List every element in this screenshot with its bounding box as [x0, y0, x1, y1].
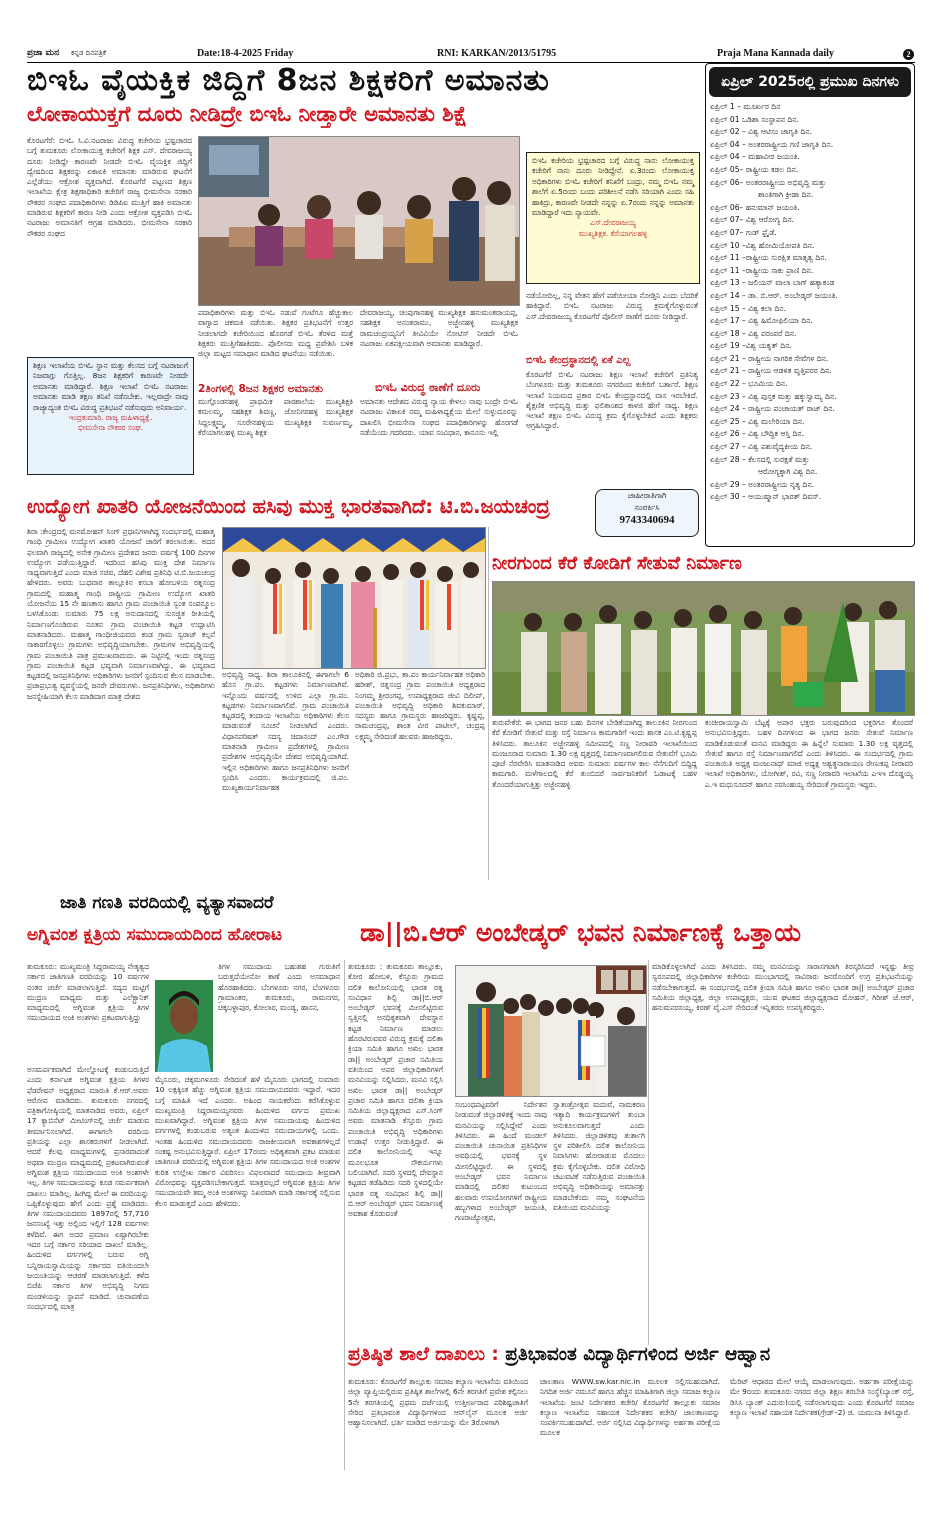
story2-photo-inauguration: [222, 527, 486, 669]
story5-photo-memorandum: [455, 965, 647, 1097]
portrait-photo: [155, 980, 213, 1072]
story4-column-1b: ಅಸಮರ್ಪಕವಾಗಿದೆ ಮೇಲ್ನೋಟಕ್ಕೆ ಕಂಡುಬರುತ್ತಿದೆ ಎಂದು ಕರ್ನಾಟಕ ಅಗ್ನಿವಂಶ ಕ್ಷತ್ರಿಯ ತಿಗಳರ ಫೆಡರೇಷನ್ ಅಧ್ಯಕ್ಷರಾದ ಮಾರುತಿ ಕೆ.ಆರ್.ಅವರು ಆರೋಪ ಮಾಡಿದರು. ತುಮಕೂರು ನಗರದಲ್ಲಿ ಪತ್ರಿಕಾಗೋಷ್ಠಿಯಲ್ಲಿ ಮಾತನಾಡಿದ ಅವರು, ಏಪ್ರಿಲ್ 17 ಕ್ಯಾಬಿನೆಟ್ ಮೀಟಿಂಗ್‌ನಲ್ಲಿ ಚರ್ಚೆ ಮಾಡುವ ತೀರ್ಮಾನಿಸಲಾಗಿದೆ. ಈಗಾಗಲೇ ವರದಿಯ ಪ್ರತಿಯನ್ನು ಎಲ್ಲಾ ಶಾಸಕರುಗಳಿಗೆ ನೀಡಲಾಗಿದೆ. ಆದರೆ ಕೆಲವು ಮಾಧ್ಯಮಗಳಲ್ಲಿ ಪ್ರಸಾರವಾದಂತೆ ಅಥವಾ ಮುದ್ರಣ ಮಾಧ್ಯಮದಲ್ಲಿ ಪ್ರಕಟವಾಗಿರುವಂತೆ ಅಗ್ನಿವಂಶ ಕ್ಷತ್ರಿಯ ಸಮುದಾಯದ ಅಂಕಿ ಅಂಶಗಳೇ ಇಲ್ಲ. ತಿಗಳ ಸಮುದಾಯವನ್ನು ಕೂಡ ಸಮರ್ಪಕವಾಗಿ ದಾಖಲು ಮಾಡಿಲ್ಲ. ಹೀಗಿದ್ದ ಮೇಲೆ ಈ ವರದಿಯನ್ನು ಒಪ್ಪಿಕೊಳ್ಳುವುದು ಹೇಗೆ ಎಂದು ಪ್ರಶ್ನೆ ಮಾಡಿದರು. ತಿಗಳ ಸಮುದಾಯದವರು 1897ರಲ್ಲಿ 57,710 ಜನಸಂಖ್ಯೆ ಇತ್ತು ಅಲ್ಲಿಂದ ಇಲ್ಲಿಗೆ 128 ವರ್ಷಗಳು ಕಳೆದಿವೆ. ಈಗ ಅದರ ಪ್ರಮಾಣ ಏಷ್ಟಾಗಿರಬೇಕು ಇದರ ಬಗ್ಗೆ ಸರ್ಕಾರ ಸರಿಯಾದ ದಾಖಲೆ ಮಾಡಿಲ್ಲ. ಹಿಂದುಳಿದ ವರ್ಗಗಳಲ್ಲಿ ಬರುವ ಅಗ್ನಿ ಬನ್ನಿರಾಯಸ್ವಾಮಿಯನ್ನು ಸರ್ಕಾರದ ವತಿಯಿಂದಲೇ ಜಯಂತಿಯನ್ನು ಆಚರಣೆ ಮಾಡಲಾಗುತ್ತಿದೆ. ಕಳೆದ ಬಿಜೆಪಿ ಸರ್ಕಾರ ತಿಗಳ ಅಭಿವೃದ್ಧಿ ನಿಗಮ ಮಂಡಳಿಯನ್ನು ಸ್ಥಾಪನೆ ಮಾಡಿದೆ. ಚುನಾವಣೆಯ ಸಂದರ್ಭದಲ್ಲಿ ಮಾತ್ರ: [27, 1065, 149, 1311]
important-day-item: ಏಪ್ರಿಲ್ 23 – ವಿಶ್ವ ಪುಸ್ತಕ ಮತ್ತು ಹಕ್ಕುಸ್ವಾಮ್ಯ ದಿನ.: [710, 391, 837, 401]
story1-column-4: ನಡೆಯೋದಿಲ್ಲ, ನಿನ್ನ ವೇತನ ಹೇಗೆ ಪಡೆಯೀಯಾ ನೋಡ್ತಿನಿ ಎಂದು ಬೆದರಿಕೆ ಹಾಕಿದ್ದಾರೆ. ಬಿಇಓ ನಟರಾಜು ವಿರುದ್ಧ ಕ್ರಮಕೈಗೊಳ್ಳುವಂತೆ ಎಸ್.ದೇವರಾಜಯ್ಯ ಕೊರಟಗೆರೆ ಪೊಲೀಸ್ ಠಾಣೆಗೆ ದೂರು ನೀಡಿದ್ದಾರೆ.: [526, 291, 698, 321]
important-day-item: ಏಪ್ರಿಲ್ 04 – ಅಂತರರಾಷ್ಟ್ರೀಯ ಗಣಿ ಜಾಗೃತಿ ದಿನ.: [710, 139, 834, 149]
story6-headline-black: ಪ್ರತಿಭಾವಂತ ವಿದ್ಯಾರ್ಥಿಗಳಿಂದ ಅರ್ಜಿ ಆಹ್ವಾನ: [505, 1344, 771, 1365]
story5-headline: ಡಾ||ಬಿ.ಆರ್ ಅಂಬೇಡ್ಕರ್ ಭವನ ನಿರ್ಮಾಣಕ್ಕೆ ಒತ್ತಾಯ: [360, 918, 801, 947]
important-day-item: ಏಪ್ರಿಲ್ 02 – ವಿಶ್ವ ಆಟಿಸಂ ಜಾಗೃತಿ ದಿನ.: [710, 127, 813, 137]
important-day-item: ಏಪ್ರಿಲ್ 19 –ವಿಶ್ವ ಯಕೃತ್ ದಿನ.: [710, 341, 792, 351]
important-day-item: ಏಪ್ರಿಲ್ 1 – ಮೂರ್ಖರ ದಿನ: [710, 102, 781, 111]
story1-column-2-subhead: 2ತಿಂಗಳಲ್ಲಿ 8ಜನ ಶಿಕ್ಷಕರ ಅಮಾನತು: [198, 383, 324, 395]
story1-photo-office-meeting: [198, 136, 520, 306]
story1-column-3b: ಅಮಾನತು ಆದೇಶದ ವಿರುದ್ಧ ನ್ಯಾಯ ಕೇಳಲು ನಾವು ಬಂದ್ರೇ ಬಿಇಓ ನಟರಾಜು ವಿಕಾಏಕಿ ನಮ್ಮ ಮಹಿಳಾಧ್ಯಕ್ಷೆಯ ಮೇಲೆ ಸುಳ್ಳುದೂರನ್ನು ದಾಖಲಿಸಿ ಭೀಮಸೇನಾ ಸಂಘದ ಪದಾಧಿಕಾರಿಗಳನ್ನು ಹೊರಗಡೆ ನಡೆಯೆಂದು ಗದರಿದರು. ಯಾವ ಸಂವಿಧಾನ, ಕಾನೂನು ಇಲ್ಲಿ: [360, 397, 518, 437]
important-day-item: ಏಪ್ರಿಲ್ 17 – ವಿಶ್ವ ಹಿಮೋಫಿಲಿಯಾ ದಿನ.: [710, 316, 813, 326]
story1-column-2: ಪದಾಧಿಕಾರಿಗಳು ಮತ್ತು ಬಿಇಓ ನಡುವೆ ಗಂಟೆಗೂ ಹೆಚ್ಚುಕಾಲ ವಾಗ್ವಾದ ಚಕಮಕಿ ನಡೆಯಿತು. ಶಿಕ್ಷಕರ ಪ್ರತಿಭಟನೆಗೆ ಉತ್ತರ ನೀಡಲಾಗದೇ ಕಚೇರಿಯಿಂದ ಹೊರಗಡೆ ಬಿಇಓ ತೆರಳಿದ ಮತ್ತೆ ಶಿಕ್ಷಕರು ಮುತ್ತಿಗೆಹಾಕಿದರು. ಪೊಲೀಸರು ಮಧ್ಯ ಪ್ರವೇಶಿಸಿ ಬಳಿಕ ಜಿಲ್ಲಾ ಮಟ್ಟದ ಸಮಾಧಾನ ಮಾಡಿದ ಘಟನೆಯು ನಡೆಯಿತು.: [198, 308, 353, 359]
sidebar-title: ಏಪ್ರಿಲ್ 2025ರಲ್ಲಿ ಪ್ರಮುಖ ದಿನಗಳು: [709, 67, 911, 97]
column-divider: [488, 527, 489, 880]
paper-name: Praja Mana Kannada daily: [717, 48, 834, 59]
story1-column-2b: ಮುಗ್ಗೊಂಡನಹಳ್ಳಿ ಪ್ರಾಥಮಿಕ ಪಾಠಶಾಲೆಯ ಮುಖ್ಯಶಿಕ್ಷಕಿ ಕಮಲಮ್ಮ, ಸಹಶಿಕ್ಷಕ ಶಿವಣ್ಣ, ಜೋನಿಗರಹಳ್ಳಿ ಮುಖ್ಯಶಿಕ್ಷಕ ಸಿದ್ದಲಕ್ಷ್ಮಮ್ಮ, ಸೂರೇನಹಳ್ಳಿಯ ಮುಖ್ಯಶಿಕ್ಷಕಿ ಸುವರ್ಣಮ್ಮ, ಕೆರೆಯಾಗಲಹಳ್ಳಿ ಮುಖ್ಯ ಶಿಕ್ಷಕ: [198, 397, 353, 437]
memorandum-photo: [456, 966, 646, 1096]
quote-signature-name: ಎಸ್.ದೇವರಾಜಯ್ಯ: [590, 218, 636, 228]
important-day-item: ಏಪ್ರಿಲ್ 27 – ವಿಶ್ವ ಪಶುವೈದ್ಯಕೀಯ ದಿನ.: [710, 442, 813, 452]
story4-column-2a: ತಿಗಳ ಸಮುದಾಯ ಬಹುಶಹ ಗುರುತಿಗೆ ಬರುತ್ತದೆಯೇನೋ ಕಾಣೆ ಎಂದು ಅಸಮಾಧಾನ ಹೊರಹಾಕಿದರು. ಬೆಂಗಳೂರು ನಗರ, ಬೆಂಗಳೂರು ಗ್ರಾಮಾಂತರ, ತುಮಕೂರು, ರಾಮನಗರ, ಚಿಕ್ಕಬಳ್ಳಾಪುರ, ಕೋಲಾರ, ಮಂಡ್ಯ, ಹಾಸನ,: [218, 962, 340, 1013]
important-day-item: ಏಪ್ರಿಲ್ 21 – ರಾಷ್ಟ್ರೀಯ ನಾಗರಿಕ ಸೇವೆಗಳ ದಿನ.: [710, 353, 829, 363]
important-days-sidebar: [705, 63, 915, 547]
important-day-item: ಏಪ್ರಿಲ್ 14 – ಡಾ. ಬಿ.ಆರ್. ಅಂಬೇಡ್ಕರ್ ಜಯಂತಿ.: [710, 290, 838, 300]
page-header: [27, 48, 915, 63]
story1-quote-box-teacher: [526, 152, 700, 284]
story6-column-2: ಜಾಲತಾಣ WWW.sw.kar.nic.in ಮೂಲಕ ಸಲ್ಲಿಸಬಹುದಾಗಿದೆ. ನಿಗದಿತ ಅರ್ಜಿ ನಮೂನೆ ಹಾಗೂ ಹೆಚ್ಚಿನ ಮಾಹಿತಿಗಾಗಿ ಜಿಲ್ಲಾ ಸಮಾಜ ಕಲ್ಯಾಣ ಇಲಾಖೆಯ ಜಂಟಿ ನಿರ್ದೇಶಕರ ಕಚೇರಿ/ ಕೊರಟಗೆರೆ ತಾಲ್ಲೂಕು ಸಮಾಜ ಕಲ್ಯಾಣ ಇಲಾಖೆಯ ಸಹಾಯಕ ನಿರ್ದೇಶಕರ ಕಚೇರಿ/ ಜಾಲತಾಣವನ್ನು ಸಂಪರ್ಕಿಸಬಹುದಾಗಿದೆ. ಅರ್ಜಿ ಸಲ್ಲಿಸಿದ ವಿದ್ಯಾರ್ಥಿಗಳನ್ನು ಅರ್ಹತಾ ಪರೀಕ್ಷೆಯ ಮೂಲಕ: [540, 1377, 720, 1438]
masthead: ಪ್ರಜಾ ಮನ: [27, 48, 60, 58]
story4-column-1a: ತುಮಕೂರು: ಮುಖ್ಯಮಂತ್ರಿ ಸಿದ್ದರಾಮಯ್ಯ ನೇತೃತ್ವದ ಸರ್ಕಾರ ಜಾತಿಗಣತಿ ವರದಿಯನ್ನು 10 ವರ್ಷಗಳ ನಂತರ ಚರ್ಚೆ ಮಾಡಲಾಗುತ್ತಿದೆ. ಸದ್ಯದ ಮಟ್ಟಿಗೆ ಮುದ್ರಣ ಮಾಧ್ಯಮ ಮತ್ತು ಎಲೆಕ್ಟ್ರಾನಿಕ್ ಮಾಧ್ಯಮದಲ್ಲಿ ಅಗ್ನಿವಂಶ ಕ್ಷತ್ರಿಯ ತಿಗಳ ಸಮುದಾಯದ ಅಂಕಿ ಅಂಶಗಳು ಪ್ರಕಟವಾಗುತ್ತಿದ್ದು: [27, 962, 149, 1023]
story1-column-3-subhead: ಬಿಇಓ ವಿರುದ್ಧ ಠಾಣೆಗೆ ದೂರು: [375, 381, 481, 394]
quote-text: ಬಿಇಓ ಕಚೇರಿಯ ಭ್ರಷ್ಟಚಾರದ ಬಗ್ಗೆ ವಿರುದ್ಧ ನಾನು ಲೋಕಾಯುಕ್ತ ಕಚೇರಿಗೆ ನಾನು ದೂರು ನೀಡಿದ್ದೇನೆ. ಏ.3ರಂದು ಲೋಕಾಯುಕ್ತ ಅಧಿಕಾರಿಗಳು ಬಿಇಓ ಕಚೇರಿಗೆ ತನಿಖೆಗೆ ಬಂದ್ರು, ನಮ್ಮ ಬಿಇಓ ನಮ್ಮ ಶಾಲೆಗೆ ಏ.5ರಂದು ಬಂದು ಪರಿಶೀಲನೆ ನಡೆಸಿ ಸರಿಯಾಗಿ ಎಂದು ಸಹಿ ಹಾಕಿದ್ರು, ಕಾರಣವೇ ನೀಡದೇ ನನ್ನನ್ನು ಏ.7ರಂದು ನನ್ನನ್ನು ಅಮಾನತು ಮಾಡಿದ್ದಾರೆ ಇದು ನ್ಯಾಯವೇ.: [532, 156, 694, 218]
important-day-item: ಏಪ್ರಿಲ್ 11 –ರಾಷ್ಟ್ರೀಯ ಸುರಕ್ಷಿತ ಮಾತೃತ್ವ ದಿನ.: [710, 253, 827, 263]
important-day-item: ಏಪ್ರಿಲ್ 05– ರಾಷ್ಟ್ರೀಯ ಕಡಲ ದಿನ.: [710, 164, 799, 174]
important-day-item: ಏಪ್ರಿಲ್ 28 – ಕೆಲಸದಲ್ಲಿ ಸುರಕ್ಷತೆ ಮತ್ತು: [710, 454, 810, 464]
important-day-item: ಶಾಂತಿಗಾಗಿ ಕ್ರೀಡಾ ದಿನ.: [758, 190, 814, 200]
story6-column-3: ಮೆರಿಟ್ ಆಧಾರದ ಮೇಲೆ ಆಯ್ಕೆ ಮಾಡಲಾಗುವುದು. ಅರ್ಹತಾ ಪರೀಕ್ಷೆಯನ್ನು ಮೇ 9ರಂದು ತುಮಕೂರು ನಗರದ ಜಿಲ್ಲಾ ಶಿಕ್ಷಣ ತರಬೇತಿ ಸಂಸ್ಥೆ(ಬ್ಯಾಂಕ್ ರಸ್ತೆ, ಡಿಸಿಸಿ ಬ್ಯಾಂಕ್ ಎದುರು)ಯಲ್ಲಿ ನಡೆಸಲಾಗುವುದು ಎಂದು ಕೊರಟಗೆರೆ ಸಮಾಜ ಕಲ್ಯಾಣ ಇಲಾಖೆ ಸಹಾಯಕ ನಿರ್ದೇಶಕ(ಗ್ರೇಡ್–2) ಜಿ. ಯಮುನಾ ತಿಳಿಸಿದ್ದಾರೆ.: [730, 1377, 914, 1417]
column-divider: [648, 960, 649, 1345]
important-days-list: [706, 100, 914, 505]
story1-column-3: ದೇವರಾಜಯ್ಯ, ಚಿಂಪುಗಾನಹಳ್ಳಿ ಮುಖ್ಯಶಿಕ್ಷಕ ಹನುಮಂತರಾಯಪ್ಪ, ಸಹಶಿಕ್ಷಕ ಅನಂತರಾಮು, ಅಜ್ಜೇನಹಳ್ಳಿ ಮುಖ್ಯಶಿಕ್ಷಕ ರಾಮಚಂದ್ರಯ್ಯನಿಗೆ ತೀವಿವಿಯೇ ನೋಟಿಸ್ ನೀಡದೇ ಬಿಇಓ ನಟರಾಜು ಏಕಪಕ್ಷೀಯವಾಗಿ ಅಮಾನತು ಮಾಡಿದ್ದಾರೆ.: [360, 308, 518, 348]
story6-headline: [348, 1344, 770, 1365]
important-day-item: ಏಪ್ರಿಲ್ 04 – ಮಹಾವೀರ ಜಯಂತಿ.: [710, 152, 800, 162]
story6-column-1: ತುಮಕೂರು: ಕೊರಟಗೆರೆ ತಾಲ್ಲೂಕು ಸಮಾಜ ಕಲ್ಯಾಣ ಇಲಾಖೆಯ ವತಿಯಿಂದ ಜಿಲ್ಲಾ ವ್ಯಾಪ್ತಿಯಲ್ಲಿರುವ ಪ್ರತಿಷ್ಠಿತ ಶಾಲೆಗಳಲ್ಲಿ 6ನೇ ತರಗತಿಗೆ ಪ್ರವೇಶ ಕಲ್ಪಿಸಲು 5ನೇ ತರಗತಿಯಲ್ಲಿ ಪ್ರಥಮ ದರ್ಜೆಯಲ್ಲಿ ಉತ್ತೀರ್ಣರಾದ ಪರಿಶಿಷ್ಟಜಾತಿಗೆ ಸೇರಿದ ಪ್ರತಿಭಾವಂತ ವಿದ್ಯಾರ್ಥಿಗಳಿಂದ ಆನ್‌ಲೈನ್ ಮೂಲಕ ಅರ್ಜಿ ಆಹ್ವಾನಿಸಲಾಗಿದೆ. ಭರ್ತಿ ಮಾಡಿದ ಅರ್ಜಿಯನ್ನು ಮೇ 3ರೊಳಗಾಗಿ: [348, 1377, 528, 1428]
story4-column-2b: ಮೈಸೂರು, ಚಿಕ್ಕಮಗಳೂರು ಸೇರಿದಂತೆ ಹಳೆ ಮೈಸೂರು ಭಾಗದಲ್ಲಿ ಸುಮಾರು 10 ಲಕ್ಷಕ್ಕಿಂತ ಹೆಚ್ಚು ಅಗ್ನಿವಂಶ ಕ್ಷತ್ರಿಯ ಸಮುದಾಯದವರು ಇದ್ದಾರೆ. ಇದರ ಬಗ್ಗೆ ಮಾಹಿತಿ ಇದೆ ಎಂದರು. ಅಹಿಂದ ನಾಯಕರೆಂದು ಕರೆಸಿಕೊಳ್ಳುವ ಮುಖ್ಯಮಂತ್ರಿ ಸಿದ್ದರಾಮಯ್ಯನವರು ಹಿಂದುಳಿದ ವರ್ಗದ ಪ್ರಮುಖ ಮುಖವಾಗಿದ್ದಾರೆ. ಅಗ್ನಿವಂಶ ಕ್ಷತ್ರಿಯ ತಿಗಳ ಸಮುದಾಯವು ಹಿಂದುಳಿದ ವರ್ಗಗಳಲ್ಲಿ ಕಂಡುಬರುವ ಅತ್ಯಂತ ಹಿಂದುಳಿದ ಸಮುದಾಯಗಳಲ್ಲಿ ಒಂದು. ಇಂತಹ ಹಿಂದುಳಿದ ಸಮುದಾಯದವರು ರಾಜಕೀಯವಾಗಿ ಅವಕಾಶಗಳಿಲ್ಲದೆ ಸಂಕಷ್ಟ ಅನುಭವಿಸುತ್ತಿದ್ದಾರೆ. ಏಪ್ರಿಲ್ 17ರಂದು ಅಧಿಕೃತವಾಗಿ ಪ್ರಕಟ ಮಾಡುವ ಜಾತಿಗಣತಿ ವರದಿಯಲ್ಲಿ ಅಗ್ನಿವಂಶ ಕ್ಷತ್ರಿಯ ತಿಗಳ ಸಮುದಾಯದ ಅಂಕಿ ಅಂಶಗಳ ಕುರಿತ ಉಲ್ಲೇಖ ಸರ್ಕಾರ ವಿವರಿಸಲು ವಿಫಲವಾದರೆ ಸಮುದಾಯ ತೀವ್ರವಾಗಿ ವಿರೋಧವನ್ನು ವ್ಯಕ್ತಪಡಿಸಬೇಕಾಗುತ್ತದೆ. ಮಾತ್ರವಲ್ಲದೆ ಅಗ್ನಿವಂಶ ಕ್ಷತ್ರಿಯ ತಿಗಳ ಸಮುದಾಯವೇ ತಮ್ಮ ಅಂಕಿ ಅಂಶಗಳನ್ನು ನಿಖರವಾಗಿ ಮಾಡಿ ಸರ್ಕಾರಕ್ಕೆ ಸಲ್ಲಿಸುವ ಕೆಲಸ ಮಾಡುತ್ತದೆ ಎಂದು ಹೇಳಿದರು.: [155, 1075, 340, 1208]
important-day-item: ಏಪ್ರಿಲ್ 18 – ವಿಶ್ವ ಪರಂಪರೆ ದಿನ.: [710, 328, 797, 338]
bridge-groundbreaking-photo: [493, 582, 914, 715]
quote-signature-name: ಇಂದ್ರಕುಮಾರಿ. ರಾಜ್ಯ ಮಹಿಳಾಧ್ಯಕ್ಷೆ.: [68, 413, 153, 423]
story1-headline: ಬಿಇಓ ವೈಯಕ್ತಿಕ ಜಿದ್ದಿಗೆ 8ಜನ ಶಿಕ್ಷಕರಿಗೆ ಅಮಾನತು: [27, 63, 550, 98]
story2-column-3: ಅಧಿಕಾರಿ ಜಿ.ಪ್ರಭು, ತಾ.ಪಂ ಕಾರ್ಯನಿರ್ವಾಹಕ ಅಧಿಕಾರಿ ಹರೀಶ್, ರತ್ನಸಂದ್ರ ಗ್ರಾಮ ಪಂಚಾಯಿತಿ ಅಧ್ಯಕ್ಷರಾದ ನಿಂಗಮ್ಮ ಶ್ರೀರಂಗಪ್ಪ, ಉಪಾಧ್ಯಕ್ಷರಾದ ಜೀವಿ ದಿಲೀಪ್, ಪಂಚಾಯಿತಿ ಅಭಿವೃದ್ಧಿ ಅಧಿಕಾರಿ ಶಿವಕುಮಾರ್, ಸದಸ್ಯರು ಹಾಗೂ ಗ್ರಾಮಸ್ಥರು ಹಾಜರಿದ್ದರು. ಕೃಷ್ಣಪ್ಪ, ರಾಮಚಂದ್ರಪ್ಪ, ಶಾಂತ ವೀರ ಪಾಟೀಲ್, ಚಂದ್ರಪ್ಪ ಲಕ್ಷ್ಮಮ್ಮ ಸೇರಿದಂತೆ ಹಲವರು ಹಾಜರಿದ್ದರು.: [355, 670, 485, 741]
story2-headline: ಉದ್ಯೋಗ ಖಾತರಿ ಯೋಜನೆಯಿಂದ ಹಸಿವು ಮುಕ್ತ ಭಾರತವಾಗಿದೆ: ಟಿ.ಬಿ.ಜಯಚಂದ್ರ: [27, 495, 550, 518]
important-day-item: ಏಪ್ರಿಲ್ 06– ಅಂತರರಾಷ್ಟ್ರೀಯ ಅಭಿವೃದ್ಧಿ ಮತ್ತು: [710, 177, 827, 187]
important-day-item: ಏಪ್ರಿಲ್ 26 – ವಿಶ್ವ ಬೌದ್ಧಿಕ ಆಸ್ತಿ ದಿನ.: [710, 429, 805, 439]
advertisement-contact-box: [595, 489, 699, 537]
story5-column-1: ತುಮಕೂರು : ತುಮಕೂರು ತಾಲ್ಲೂಕು, ಕೋರ ಹೋಬಳಿ, ಕೆಸ್ತೂರು ಗ್ರಾಮದ ದಲಿತ ಕಾಲೋನಿಯಲ್ಲಿ ಭಾರತ ರತ್ನ ಸಂವಿಧಾನ ಶಿಲ್ಪಿ ಡಾ||ಬಿ.ಆರ್ ಅಂಬೇಡ್ಕರ್ ಭವನಕ್ಕೆ ಮೀಸಲಿಟ್ಟಿರುವ ಸ್ವತ್ತಿನಲ್ಲಿ ಅನಧಿಕೃತವಾಗಿ ದೇವಸ್ಥಾನ ಕಟ್ಟಡ ನಿರ್ಮಾಣ ಮಾಡಲು ಹೊರಟಿರುವವರ ವಿರುದ್ಧ ಕ್ರಮಕ್ಕೆ ದಲಿತಾ ಕ್ರಿಯಾ ಸಮಿತಿ ಹಾಗೂ ಅಖಿಲ ಭಾರತ ಡಾ|| ಅಂಬೇಡ್ಕರ್ ಪ್ರಚಾರ ಸಮಿತಿಯ ವತಿಯಿಂದ ಅಪರ ಜಿಲ್ಲಾಧಿಕಾರಿಗಳಿಗೆ ಮನವಿಯನ್ನು ಸಲ್ಲಿಸಿದರು. ಮನವಿ ಸಲ್ಲಿಸಿ ಅಖಿಲ ಭಾರತ ಡಾ|| ಅಂಬೇಡ್ಕರ್ ಪ್ರಚಾರ ಸಮಿತಿ ಹಾಗೂ ದಲಿತಾ ಕ್ರಿಯಾ ಸಮಿತಿಯ ಜಿಲ್ಲಾಧ್ಯಕ್ಷರಾದ ಎಸ್.ಸಿಂಗ್ ಅವರು ಮಾತನಾಡಿ ಕೆಸ್ತೂರು ಗ್ರಾಮ ಪಂಚಾಯಿತಿ ಅಭಿವೃದ್ಧಿ ಅಧಿಕಾರಿಗಳು ಉಡಾಫೆ ಉತ್ತರ ನೀಡುತ್ತಿದ್ದಾರೆ. ಈ ದಲಿತ ಕಾಲೋನಿಯಲ್ಲಿ ಇನ್ನೂ ಮೂಲಭೂತ ಸೌಕರ್ಯಗಳು ಬಲಿಯಾಗಿವೆ. ಸದರಿ ಸ್ಥಳದಲ್ಲಿ ದೇವಸ್ಥಾನ ಕಟ್ಟಡದ ತಡೆಹಿಡಿದು ಸದರಿ ಸ್ಥಳದಲ್ಲಿಯೇ ಭಾರತ ರತ್ನ ಸಂವಿಧಾನ ಶಿಲ್ಪಿ ಡಾ|| ಬಿ.ಆರ್ ಅಂಬೇಡ್ಕರ್ ಭವನ ನಿರ್ಮಾಣಕ್ಕೆ ಅವಕಾಶ ಕೊಡುವಂತೆ: [348, 962, 443, 1219]
important-day-item: ಏಪ್ರಿಲ್ 07– ವಿಶ್ವ ಆರೋಗ್ಯ ದಿನ.: [710, 215, 795, 225]
story4-headline: ಅಗ್ನಿವಂಶ ಕ್ಷತ್ರಿಯ ಸಮುದಾಯದಿಂದ ಹೋರಾಟ: [27, 925, 283, 945]
story5-column-3: ಸ್ವಾತಂತ್ರೋತ್ಸವ ಮದುವೆ, ನಾಮಕರಣ ಇತ್ಯಾದಿ ಕಾರ್ಯಕ್ರಮಗಳಿಗೆ ತುಂಬಾ ಅನುಕೂಲವಾಗುತ್ತದೆ ಎಂದು ತಿಳಿಸಿದರು. ಜಿಲ್ಲಾಡಳಿತವು ತುರ್ತಾಗಿ ಸ್ಥಳ ಪರಿಶೀಲಿಸಿ ದಲಿತ ಕಾಲೋನಿಯ ನಿವಾಸಿಗಳು ಹೋರಾಡುವ ಮೊದಲು ಕ್ರಮ ಕೈಗೊಳ್ಳಬೇಕು. ದಲಿತ ವಿರೋಧಿ ಚಟುವಟಿಕೆ ನಡೆಸುತ್ತಿರುವ ಪಂಚಾಯಿತಿ ಅಭಿವೃದ್ಧಿ ಅಧಿಕಾರಿಯನ್ನು ಅಮಾನತ್ತು ಮಾಡಬೇಕೆಂದು ನಮ್ಮ ಸಂಘಟನೆಯ ವತಿಯಿಂದ ಮನವಿಯನ್ನು: [553, 1100, 645, 1212]
important-day-item: ಏಪ್ರಿಲ್ 15 – ವಿಶ್ವ ಕಲಾ ದಿನ.: [710, 303, 786, 313]
ad-line-2: ಸಂಪರ್ಕಿಸಿ: [634, 503, 660, 512]
masthead-sub: ಕನ್ನಡ ದಿನಪತ್ರಿಕೆ: [71, 49, 107, 57]
story6-headline-red: ಪ್ರತಿಷ್ಠಿತ ಶಾಲೆ ದಾಖಲು :: [348, 1344, 499, 1365]
story4-kicker: ಜಾತಿ ಗಣತಿ ವರದಿಯಲ್ಲಿ ವ್ಯತ್ಯಾಸವಾದರೆ: [60, 893, 274, 913]
important-day-item: ಏಪ್ರಿಲ್ 30 – ಆಯುಷ್ಮಾನ್ ಭಾರತ್ ದಿವಸ್.: [710, 492, 822, 502]
story4-portrait-photo: [155, 980, 213, 1072]
quote-signature-org: ಭೀಮಸೇನಾ ನೌಕರರ ಸಂಘ.: [78, 423, 143, 433]
ad-line-1: ಜಾಹೀರಾತಿಗಾಗಿ: [627, 491, 667, 500]
story5-column-2: ಸಂಬಂಧಪಟ್ಟವರಿಗೆ ನಿರ್ದೇಶನ ನೀಡುವಂತೆ ಜಿಲ್ಲಾಡಳಿತಕ್ಕೆ ಇಂದು ನಾವು ಮನವಿಯನ್ನು ಸಲ್ಲಿಸಿದ್ದೇವೆ ಎಂದು ತಿಳಿಸಿದರು. ಈ ಹಿಂದೆ ಮಂಡಲ್ ಪಂಚಾಯಿತಿ ಚುನಾಯಿತ ಪ್ರತಿನಿಧಿಗಳ ಅವಧಿಯಲ್ಲಿ ಭವನಕ್ಕೆ ಸ್ಥಳ ಮೀಸಲಿಟ್ಟಿದ್ದಾರೆ. ಈ ಸ್ಥಳದಲ್ಲಿ ಅಂಬೇಡ್ಕರ್ ಭವನ ನಿರ್ಮಾಣ ಮಾಡಿದಲ್ಲಿ ದಲಿತರ ಕುಟುಂಬದ ಹಲವಾರು ಉಪಯೋಗಗಳಿಗೆ ರಾಷ್ಟ್ರೀಯ ಹಬ್ಬಗಳಾದ ಅಂಬೇಡ್ಕರ್ ಜಯಂತಿ, ಗಣರಾಜ್ಯೋತ್ಸವ,: [455, 1100, 547, 1223]
story1-quote-box: [27, 357, 194, 475]
story2-column-2: ಅಭಿವೃದ್ಧಿ ಸಾಧ್ಯ. ಶಿರಾ ತಾಲೂಕಿನಲ್ಲಿ ಈಗಾಗಲೇ 6 ಹೊಸ ಗ್ರಾ.ಪಂ. ಕಟ್ಟಡಗಳು ನಿರ್ಮಾಣವಾಗಿವೆ. ಇನ್ನೊಂದು ವರ್ಷದಲ್ಲಿ ಉಳಿದ ಎಲ್ಲಾ ಗ್ರಾ.ಪಂ. ಕಟ್ಟಡಗಳು ನಿರ್ಮಾಣವಾಗಲಿವೆ. ಗ್ರಾಮ ಪಂಚಾಯಿತಿ ಕಟ್ಟಡದಲ್ಲಿ ಕಂದಾಯ ಇಲಾಖೆಯ ಅಧಿಕಾರಿಗಳು ಕೆಲಸ ಮಾಡುವಂತೆ ಸೂಚನೆ ನೀಡಲಾಗಿದೆ ಎಂದರು. ವಿಧಾನಪರಿಷತ್ ಸದಸ್ಯ ಚಿದಾನಂದ್ ಎಂ.ಗೌಡ ಮಾತನಾಡಿ ಗ್ರಾಮೀಣ ಪ್ರದೇಶಗಳಲ್ಲಿ ಗ್ರಾಮೀಣ ಪ್ರದೇಶಗಳ ಅಭಿವೃದ್ಧಿಯೇ ದೇಶದ ಅಭಿವೃದ್ಧಿಯಾಗಿದೆ. ಇಲ್ಲಿನ ಅಧಿಕಾರಿಗಳು ಹಾಗೂ ಜನಪ್ರತಿನಿಧಿಗಳು ಜನರಿಗೆ ಸ್ಪಂದಿಸಿ ಎಂದರು. ಕಾರ್ಯಕ್ರಮದಲ್ಲಿ ಜಿ.ಪಂ. ಮುಖ್ಯಕಾರ್ಯನಿರ್ವಾಹಕ: [222, 670, 349, 793]
story3-headline: ನೀರಗುಂದ ಕೆರೆ ಕೋಡಿಗೆ ಸೇತುವೆ ನಿರ್ಮಾಣ: [492, 553, 742, 574]
important-day-item: ಏಪ್ರಿಲ್ 06– ಹನುಮಾನ್ ಜಯಂತಿ.: [710, 202, 800, 212]
important-day-item: ಏಪ್ರಿಲ್ 10 –ವಿಶ್ವ ಹೋಮಿಯೋಪತಿ ದಿನ.: [710, 240, 815, 250]
important-day-item: ಆರೋಗ್ಯಕ್ಕಾಗಿ ವಿಶ್ವ ದಿನ.: [758, 467, 818, 477]
important-day-item: ಏಪ್ರಿಲ್ 01 ಒಡಿಶಾ ಸಂಸ್ಥಾಪನ ದಿನ.: [710, 114, 800, 124]
important-day-item: ಏಪ್ರಿಲ್ 21 – ರಾಷ್ಟ್ರೀಯ ಆಡಳಿತ ವೃತ್ತಿಪರರ ದಿನ.: [710, 366, 832, 376]
story1-column-4b: ಕೊರಟಗೆರೆ ಬಿಇಓ ನಟರಾಜು ಶಿಕ್ಷಣ ಇಲಾಖೆ ಕಚೇರಿಗೆ ಪ್ರತಿನಿತ್ಯ ಬೆಂಗಳೂರು ಮತ್ತು ತುಮಕೂರು ನಗರದಿಂದ ಕಚೇರಿಗೆ ಬರ್ತಾರೆ. ಶಿಕ್ಷಣ ಇಲಾಖೆ ನಿಯಮದ ಪ್ರಕಾರ ಬಿಇಓ ಕೇಂದ್ರಸ್ಥಾನದಲ್ಲಿ ವಾಸ ಇರಬೇಕಿದೆ. ಶೈಕ್ಷಣಿಕ ಅಭಿವೃದ್ಧಿ ಮತ್ತು ಫಲಿತಾಂಶದ ಕಾಳಜಿ ಹೇಗೆ ಸಾಧ್ಯ. ಶಿಕ್ಷಣ ಇಲಾಖೆ ತಕ್ಷಣ ಬಿಇಓ ವಿರುದ್ಧ ಕ್ರಮ ಕೈಗೊಳ್ಳಬೇಕಿದೆ ಎಂದು ಶಿಕ್ಷಕರು ಆಗ್ರಹಿಸಿದ್ದಾರೆ.: [526, 370, 698, 431]
quote-signature-title: ಮುಖ್ಯಶಿಕ್ಷಕ. ಕೆರೆಯಾಗಲಹಳ್ಳಿ: [578, 228, 648, 238]
column-divider: [344, 960, 345, 1470]
page-number: 2: [903, 49, 914, 60]
ad-phone-number: 9743340694: [619, 514, 675, 526]
story3-photo-bridge-groundbreaking: [492, 581, 915, 716]
important-day-item: ಏಪ್ರಿಲ್ 25 – ವಿಶ್ವ ಮಲೇರಿಯಾ ದಿನ.: [710, 416, 805, 426]
story2-column-1: ಶಿರಾ :ಕೇಂದ್ರದಲ್ಲಿ ಮನಮೋಹನ್ ಸಿಂಗ್ ಪ್ರಧಾನಿಗಳಾಗಿದ್ದ ಸಂದರ್ಭದಲ್ಲಿ ಮಹಾತ್ಮ ಗಾಂಧಿ ಗ್ರಾಮೀಣ ಉದ್ಯೋಗ ಖಾತರಿ ಯೋಜನೆ ಜಾರಿಗೆ ತರಲಾಯಿತು. ಅದರ ಫಲವಾಗಿ ರಾಜ್ಯದಲ್ಲಿ ಅನೇಕ ಗ್ರಾಮೀಣ ಪ್ರದೇಶದ ಜನರು ವರ್ಷಕ್ಕೆ 100 ದಿನಗಳ ಉದ್ಯೋಗ ಪಡೆಯುತ್ತಿದ್ದಾರೆ. ಇದರಿಂದ ಹಸಿವು ಮುಕ್ತ ದೇಶ ನಿರ್ಮಾಣ ಸಾಧ್ಯವಾಗುತ್ತಿದೆ ಎಂದು ಮಾಜಿ ಸಚಿವ, ದೆಹಲಿ ವಿಶೇಷ ಪ್ರತಿನಿಧಿ ಟಿ.ಬಿ.ಜಯಚಂದ್ರ ಹೇಳಿದರು. ಅವರು ಬುಧವಾರ ತಾಲ್ಲೂಕಿನ ಕಸಬಾ ಹೋಬಳಿಯ ರತ್ನಸಂದ್ರ ಗ್ರಾಮದಲ್ಲಿ ಮಹಾತ್ಮ ಗಾಂಧಿ ರಾಷ್ಟ್ರೀಯ ಗ್ರಾಮೀಣ ಉದ್ಯೋಗ ಖಾತರಿ ಯೋಜನೆಯ 15 ನೇ ಹಣಕಾಸು ಹಾಗೂ ಗ್ರಾಮ ಪಂಚಾಯಿತಿ ಸ್ವಂತ ಸಂಪನ್ಮೂಲ ಬಳಸಿಕೊಂಡು ಸುಮಾರು 75 ಲಕ್ಷ ಅನುದಾನದಲ್ಲಿ ಸುಸಜ್ಜಿತ ರೀತಿಯಲ್ಲಿ ನಿರ್ಮಾಣಗೊಂಡಿರುವ ನೂತನ ಗ್ರಾಮ ಪಂಚಾಯಿತಿ ಕಟ್ಟಡ ಉದ್ಘಾಟಿಸಿ ಮಾತನಾಡಿದರು. ಮಹಾತ್ಮ ಗಾಂಧೀಜಿಯವರು ಕಂಡ ಗ್ರಾಮ ಸ್ವರಾಜ್ ಕಲ್ಪನೆ ಸಾಕಾರಗೊಳ್ಳಲು ಗ್ರಾಮಗಳು ಅಭಿವೃದ್ಧಿಯಾಗಬೇಕು. ಗ್ರಾಮಗಳ ಅಭಿವೃದ್ಧಿಯಲ್ಲಿ ಗ್ರಾಮ ಪಂಚಾಯಿತಿ ಪಾತ್ರ ಪ್ರಮುಖವಾದುದು. ಈ ನಿಟ್ಟಿನಲ್ಲಿ ಇಂದು ರತ್ನಸಂದ್ರ ಗ್ರಾಮ ಪಂಚಾಯಿತಿ ಕಟ್ಟಡ ಭವ್ಯವಾಗಿ ನಿರ್ಮಾಣವಾಗಿದ್ದು, ಈ ಭವ್ಯವಾದ ಕಟ್ಟಡದಲ್ಲಿ ಜನಪ್ರತಿನಿಧಿಗಳು ಅಧಿಕಾರಿಗಳು ಜನರಿಗೆ ಸ್ಪಂದಿಸುವ ಕೆಲಸ ಮಾಡಬೇಕು. ಪ್ರಜಾಪ್ರಭುತ್ವ ವ್ಯವಸ್ಥೆಯಲ್ಲಿ ಜನರೇ ದೇವರುಗಳು. ಜನಪ್ರತಿನಿಧಿಗಳು, ಅಧಿಕಾರಿಗಳು ಜನಸ್ನೇಹಿಯಾಗಿ ಕೆಲಸ ಮಾಡಿದಾಗ ಮಾತ್ರ ದೇಶದ: [27, 527, 215, 701]
important-day-item: ಏಪ್ರಿಲ್ 07– ಗುಡ್ ಫ್ರೈಡೆ.: [710, 227, 777, 237]
important-day-item: ಏಪ್ರಿಲ್ 24 – ರಾಷ್ಟ್ರೀಯ ಪಂಚಾಯತ್ ರಾಜ್ ದಿನ.: [710, 404, 835, 414]
quote-text: ಶಿಕ್ಷಣ ಇಲಾಖೆಯ ಬಿಇಓ ಸ್ಥಾನ ಮತ್ತು ಕೆಲಸದ ಬಗ್ಗೆ ನಟರಾಜುಗೆ ನಿಜವಾಗ್ಲು ಗೊತ್ತಿಲ್ಲ. 8ಜನ ಶಿಕ್ಷಕರಿಗೆ ಕಾರಣವೇ ನೀಡದೇ ಅಮಾನತು ಮಾಡಿದ್ದಾರೆ. ಶಿಕ್ಷಣ ಇಲಾಖೆ ಬಿಇಓ ನಟರಾಜು ಅಮಾನತು ಮಾಡಿ ತಕ್ಷಣ ತನಿಖೆ ನಡೆಸಬೇಕು. ಇಲ್ಲವಾದ್ರೇ ನಾವು ರಾಜ್ಯಾದ್ಯಂತ ಬಿಇಓ ವಿರುದ್ಧ ಪ್ರತಿಭಟನೆ ನಡೆಸುವುದು ಅನಿವಾರ್ಯ.: [33, 361, 188, 412]
important-day-item: ಏಪ್ರಿಲ್ 22 – ಭೂಮಿಯ ದಿನ.: [710, 379, 788, 389]
story3-column-1: ತುರುವೇಕೆರೆ: ಈ ಭಾಗದ ಜನರ ಬಹು ದಿನಗಳ ಬೇಡಿಕೆಯಾಗಿದ್ದ ತಾಲೂಕಿನ ನೀರಗುಂದ ಕೆರೆ ಕೋಡಿಗೆ ಸೇತುವೆ ಮತ್ತು ರಸ್ತೆ ನಿರ್ಮಾಣ ಕಾಮಗಾರಿಗೆ ಇಂದು ಶಾಸಕ ಎಂ.ಟಿ.ಕೃಷ್ಣಪ್ಪ ತಿಳಿಸಿದರು. ತಾಲೂಕಿನ ಅಜ್ಜೇನಹಳ್ಳಿ ಸಮೀಪದಲ್ಲಿ ಸಣ್ಣ ನೀರಾವರಿ ಇಲಾಖೆಯಿಂದ ಮಂಜೂರಾದ ಸುಮಾರು 1.30 ಲಕ್ಷ ವೃತ್ತದಲ್ಲಿ ನಿರ್ಮಾಣವಾಗಲಿರುವ ಸೇತುವೆಗೆ ಭೂಮಿ ಪೂಜೆ ನೆರವೇರಿಸಿ ಮಾತನಾಡಿದ ಅವರು ಸುಮಾರು ವರ್ಷಗಳ ಕಾಲ ನೆನೆಗುದಿಗೆ ಬಿದ್ದಿದ್ದ ಕಾಮಗಾರಿ. ಮಳೆಗಾಲದಲ್ಲಿ ಕೆರೆ ತುಂಬಿದರೆ ಸಾರ್ವಜನಿಕರಿಗೆ ಓಡಾಟಕ್ಕೆ ಬಹಳ ತೊಂದರೆಯಾಗುತ್ತಿತ್ತು ಅಜ್ಜೇನಹಳ್ಳಿ: [492, 718, 697, 789]
inauguration-photo: [223, 528, 485, 668]
story5-column-4: ಮಾಡಿಕೊಳ್ಳಲಾಗಿದೆ ಎಂದು ತಿಳಿಸಿದರು. ನಮ್ಮ ಮನವಿಯನ್ನು ಸಾರಾಸಗಟಾಗಿ ತಿರಸ್ಕರಿಸಿದರೆ ಇನ್ನಷ್ಟು ತೀವ್ರ ಸ್ವರೂಪದಲ್ಲಿ ಜಿಲ್ಲಾಧಿಕಾರಿಗಳ ಕಚೇರಿಯ ಮುಂಭಾಗದಲ್ಲಿ ಸಾವಿರಾರು ಜನರೊಂದಿಗೆ ಉಗ್ರ ಪ್ರತಿಭಟನೆಯನ್ನು ನಡೆಸಬೇಕಾಗುತ್ತದೆ. ಈ ಸಂದರ್ಭದಲ್ಲಿ ದಲಿತ ಕ್ರಿಯಾ ಸಮಿತಿ ಹಾಗೂ ಅಖಿಲ ಭಾರತ ಡಾ|| ಅಂಬೇಡ್ಕರ್ ಪ್ರಚಾರ ಸಮಿತಿಯ ಜಿಲ್ಲಾಧ್ಯಕ್ಷ, ಜಿಲ್ಲಾ ಉಪಾಧ್ಯಕ್ಷರು, ಯುವ ಘಟಕದ ಜಿಲ್ಲಾಧ್ಯಕ್ಷರಾದ ಮೋಹನ್, ಗಿರೀಶ್ ಜೆ.ಆರ್, ಹನುಮನರಸಯ್ಯ, ಕಿರಣ್ ವೈ.ಎಸ್ ಸೇರಿದಂತೆ ಇನ್ನಿತರರು ಉಪಸ್ಥಿತರಿದ್ದರು.: [652, 962, 914, 1013]
story1-subhead: ಲೋಕಾಯುಕ್ತಗೆ ದೂರು ನೀಡಿದ್ರೇ ಬಿಇಓ ನೀಡ್ತಾರೇ ಅಮಾನತು ಶಿಕ್ಷೆ: [27, 102, 468, 126]
office-meeting-photo: [199, 137, 519, 305]
story3-column-2: ಕಂಚೀರಾಯಸ್ವಾಮಿ ಬೆಟ್ಟಕ್ಕೆ ಅಪಾರ ಭಕ್ತರು ಬರುವುದರಿಂದ ಭಕ್ತರಿಗೂ ತೊಂದರೆ ಅನುಭವಿಸುತ್ತಿದ್ದರು. ಬಹಳ ದಿನಗಳಿಂದ ಈ ಭಾಗದ ಜನರು ಸೇತುವೆ ನಿರ್ಮಾಣ ಮಾಡಿಕೊಡುವಂತೆ ಮನವಿ ಮಾಡಿದ್ದರು ಈ ಹಿನ್ನೆಲೆ ಸುಮಾರು 1.30 ಲಕ್ಷ ವೃತ್ತದಲ್ಲಿ ಸೇತುವೆ ಹಾಗೂ ರಸ್ತೆ ನಿರ್ಮಾಣವಾಗಲಿದೆ ಎಂದು ತಿಳಿಸಿದರು. ಈ ಸಂದರ್ಭದಲ್ಲಿ ಗ್ರಾಮ ಪಂಚಾಯಿತಿ ಅಧ್ಯಕ್ಷ ಮಂಜುನಾಥ್ ಮಾಜಿ ಅಧ್ಯಕ್ಷ ಅಶ್ವತ್ಥನಾರಾಯಣ ರೇಣುಕಪ್ಪ ನೀರಾವರಿ ಇಲಾಖೆ ಅಧಿಕಾರಿಗಳು, ಯೋಗೀಶ್, ರವಿ, ಸಣ್ಣ ನೀರಾವರಿ ಇಲಾಖೆಯ ಎಇಇ ದೊಡ್ಡಯ್ಯ ಎ.ಇ ಮಧುಸೂದನ್ ಹಾಗೂ ನರಸಿಂಹಯ್ಯ ಸೇರಿದಂತೆ ಗ್ರಾಮಸ್ಥರು ಇದ್ದರು.: [705, 718, 913, 789]
important-day-item: ಏಪ್ರಿಲ್ 11 –ರಾಷ್ಟ್ರೀಯ ಸಾಕು ಪ್ರಾಣಿ ದಿನ.: [710, 265, 814, 275]
story1-column-4-subhead: ಬಿಇಓ ಕೇಂದ್ರಸ್ಥಾನದಲ್ಲಿ ಏಕೆ ಎಲ್ಲ: [526, 355, 631, 366]
important-day-item: ಏಪ್ರಿಲ್ 29 – ಅಂತರರಾಷ್ಟ್ರೀಯ ನೃತ್ಯ ದಿನ.: [710, 479, 815, 489]
important-day-item: ಏಪ್ರಿಲ್ 13 – ಜಲಿಯನ್ ವಾಲಾ ಬಾಗ್ ಹತ್ಯಾಕಂಡ: [710, 278, 835, 288]
issue-date: Date:18-4-2025 Friday: [197, 48, 294, 59]
story1-column-1: ಕೊರಟಗೆರೆ: ಬಿಇಓ ಸಿ.ವಿ.ನಟರಾಜು ವಿರುದ್ಧ ಕಚೇರಿಯ ಭ್ರಷ್ಟಚಾರದ ಬಗ್ಗೆ ತುಮಕೂರು ಲೋಕಾಯುಕ್ತ ಕಚೇರಿಗೆ ಶಿಕ್ಷಕ ಎಸ್. ದೇವರಾಜಯ್ಯ ದೂರು ನೀಡಿದ್ದೇ ಕಾರಣವೇ ನೀಡದೇ ಬಿಇಓ ವೈಯಕ್ತಿಕ ಜಿದ್ದಿಗೆ ದ್ವೇಷದಿಂದ ಶಿಕ್ಷಕರನ್ನು ಏಕಾಏಕಿ ಅಮಾನತು ಮಾಡಿರುವ ಘಟನೆಗೆ ಎಲ್ಲೆಡೆಯು ಆಕ್ರೋಶ ವ್ಯಕ್ತವಾಗಿದೆ. ಕೊರಟಗೆರೆ ಪಟ್ಟಣದ ಶಿಕ್ಷಣ ಇಲಾಖೆಯ ಕ್ಷೇತ್ರ ಶಿಕ್ಷಣಾಧಿಕಾರಿ ಕಚೇರಿಗೆ ರಾಜ್ಯ ಭೀಮಸೇನಾ ಸರಕಾರಿ ನೌಕರರ ಸಂಘದ ಪದಾಧಿಕಾರಿಗಳು ಡಿಡಿಪಿಐ ಮುತ್ತಿಗೆ ಹಾಕಿ ಅಮಾನತು ಮಾಡಿರುವ ಶಿಕ್ಷಕರಿಗೆ ಕಾರಣ ನೀಡಿ ಎಂದು ಆಕ್ರೋಶ ವ್ಯಕ್ತಪಡಿಸಿ ಬಿಇಓ ನಟರಾಜು ಅಮಾನತಿಗೆ ಆಗ್ರಹ ಮಾಡಿದರು. ಭೀಮಸೇನಾ ಸರಕಾರಿ ನೌಕರರ ಸಂಘದ: [27, 136, 192, 238]
rni-number: RNI: KARKAN/2013/51795: [437, 48, 557, 59]
